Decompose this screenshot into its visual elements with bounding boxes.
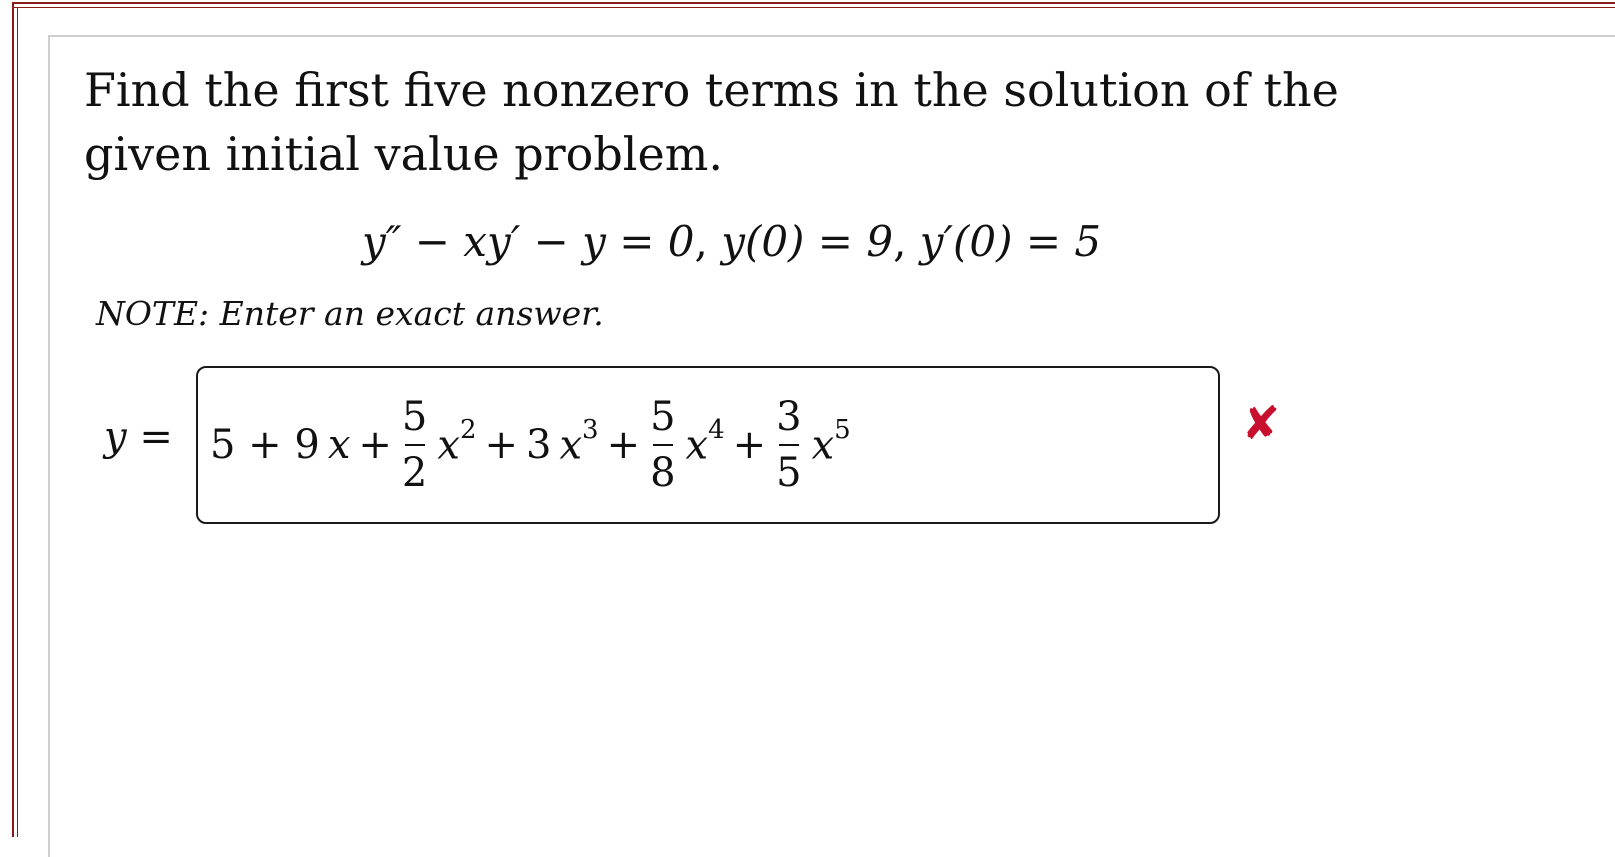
frac-den: 5 xyxy=(776,450,802,496)
var-x: x xyxy=(811,422,835,469)
term-x2 xyxy=(437,415,477,469)
frame-border-left xyxy=(12,2,14,837)
frac-num: 3 xyxy=(776,394,802,440)
frac-bar xyxy=(405,444,425,446)
var-x: x xyxy=(685,422,709,469)
frac-num: 5 xyxy=(650,394,676,440)
exponent: 3 xyxy=(582,415,599,446)
separator: , xyxy=(694,217,708,266)
frac-num: 5 xyxy=(401,394,428,440)
plus: + xyxy=(606,422,641,468)
answer-lhs xyxy=(104,412,173,462)
exponent: 2 xyxy=(459,415,477,446)
exponent: 4 xyxy=(708,415,725,446)
term-x4 xyxy=(685,415,725,469)
var-x: x xyxy=(437,422,460,469)
fraction-5-2 xyxy=(402,394,427,496)
exponent: 5 xyxy=(834,415,851,446)
frame-border-top-inner xyxy=(12,7,1615,8)
fraction-5-8 xyxy=(650,394,675,496)
separator: , xyxy=(893,217,907,266)
initial-condition-yprime: y′(0) = 5 xyxy=(919,217,1102,266)
frac-den: 8 xyxy=(650,450,676,496)
term-x3 xyxy=(559,415,599,469)
var-x: x xyxy=(327,422,351,468)
frame-border-top xyxy=(12,2,1615,4)
plus: + xyxy=(358,422,392,468)
answer-lhs-label: y = xyxy=(104,414,173,460)
ode-equation: y″ − xy′ − y = 0 xyxy=(362,217,695,266)
frac-den: 2 xyxy=(401,450,428,496)
initial-value-problem xyxy=(362,212,1101,272)
coef-3: 3 xyxy=(526,422,552,468)
plus: + xyxy=(732,422,767,468)
frac-bar xyxy=(653,444,673,446)
frac-bar xyxy=(779,444,799,446)
frame-border-left-inner xyxy=(17,7,18,837)
incorrect-x-icon: ✘ xyxy=(1241,396,1281,450)
term-x5 xyxy=(811,415,851,469)
question-text: Find the first five nonzero terms in the solution of the given initial value problem. xyxy=(84,63,1339,181)
fraction-3-5 xyxy=(776,394,801,496)
initial-condition-y: y(0) = 9 xyxy=(721,217,894,266)
plus: + xyxy=(484,422,518,468)
var-x: x xyxy=(559,422,583,469)
note-text: NOTE: Enter an exact answer. xyxy=(96,294,604,333)
term-constant-linear: 5 + 9 xyxy=(210,422,320,468)
answer-expression xyxy=(210,380,851,510)
